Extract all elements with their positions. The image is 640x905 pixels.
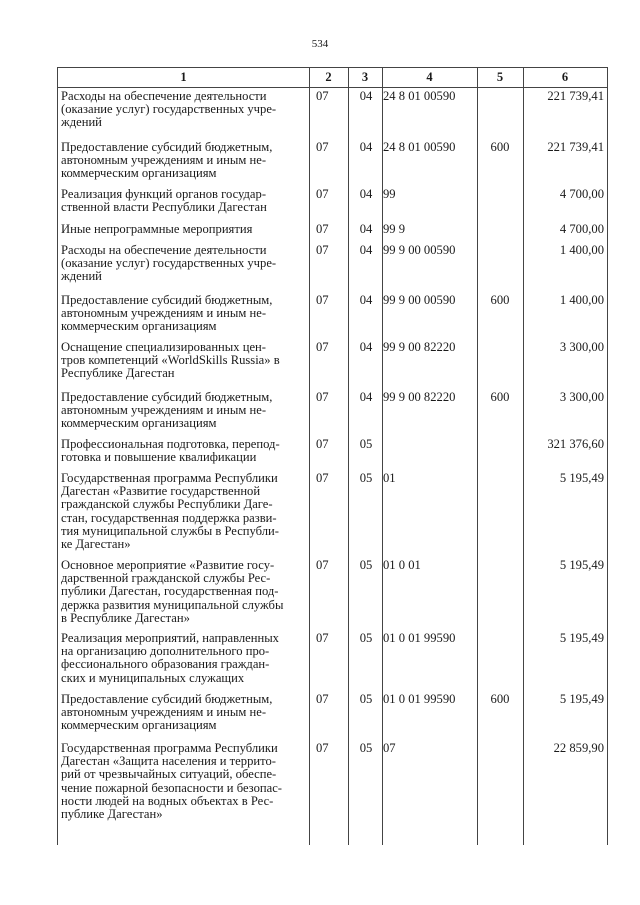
row-name: Реализация функций органов государ- ственной власти Республики Дагестан bbox=[61, 187, 267, 215]
column-divider bbox=[523, 68, 524, 845]
row-name: Государственная программа Республики Дагестан «Защита населения и террито- рий от чрезвычайных ситуаций, обеспе- чение пожарной безопасности и безопас- ности людей на водных объектах в Рес- публике Дагестан» bbox=[61, 741, 282, 822]
page-number: 534 bbox=[311, 38, 329, 50]
row-name: Предоставление субсидий бюджетным, автономным учреждениям и иным не- коммерческим организациям bbox=[61, 692, 273, 733]
row-subsection: 05 bbox=[359, 741, 373, 755]
row-name: Оснащение специализированных цен- тров компетенций «WorldSkills Russia» в Республике Дагестан bbox=[61, 340, 280, 381]
row-amount: 5 195,49 bbox=[559, 471, 604, 485]
row-subsection: 04 bbox=[359, 293, 373, 307]
row-subsection: 05 bbox=[359, 631, 373, 645]
row-target-code: 99 9 00 82220 bbox=[383, 390, 456, 404]
row-section: 07 bbox=[316, 187, 329, 201]
row-name: Расходы на обеспечение деятельности (оказание услуг) государственных учре- ждений bbox=[61, 89, 277, 130]
row-subsection: 05 bbox=[359, 437, 373, 451]
row-target-code: 24 8 01 00590 bbox=[383, 140, 456, 154]
row-name: Иные непрограммные мероприятия bbox=[61, 222, 253, 236]
row-section: 07 bbox=[316, 222, 329, 236]
row-expense-type: 600 bbox=[490, 390, 510, 404]
column-divider bbox=[348, 68, 349, 845]
row-target-code: 99 9 bbox=[383, 222, 406, 236]
table-header bbox=[58, 68, 607, 88]
row-subsection: 04 bbox=[359, 140, 373, 154]
row-subsection: 04 bbox=[359, 89, 373, 103]
row-subsection: 05 bbox=[359, 558, 373, 572]
row-subsection: 04 bbox=[359, 390, 373, 404]
row-name: Основное мероприятие «Развитие госу- дарственной гражданской службы Рес- публики Дагестан, государственная под- держка развития муниципальной службы в Республике Дагестан» bbox=[61, 558, 284, 625]
row-target-code: 99 9 00 82220 bbox=[383, 340, 456, 354]
row-subsection: 04 bbox=[359, 187, 373, 201]
row-subsection: 04 bbox=[359, 243, 373, 257]
row-section: 07 bbox=[316, 437, 329, 451]
row-name: Предоставление субсидий бюджетным, автономным учреждениям и иным не- коммерческим организациям bbox=[61, 293, 273, 334]
column-divider bbox=[309, 68, 310, 845]
row-target-code: 07 bbox=[383, 741, 396, 755]
row-amount: 321 376,60 bbox=[547, 437, 604, 451]
column-header: 2 bbox=[325, 70, 332, 84]
row-expense-type: 600 bbox=[490, 140, 510, 154]
row-subsection: 05 bbox=[359, 471, 373, 485]
row-name: Профессиональная подготовка, перепод- готовка и повышение квалификации bbox=[61, 437, 280, 465]
row-target-code: 99 9 00 00590 bbox=[383, 293, 456, 307]
row-subsection: 05 bbox=[359, 692, 373, 706]
row-section: 07 bbox=[316, 741, 329, 755]
row-amount: 3 300,00 bbox=[559, 390, 604, 404]
row-amount: 5 195,49 bbox=[559, 631, 604, 645]
row-amount: 4 700,00 bbox=[559, 222, 604, 236]
row-amount: 221 739,41 bbox=[547, 89, 604, 103]
row-subsection: 04 bbox=[359, 340, 373, 354]
row-target-code: 99 bbox=[383, 187, 396, 201]
row-section: 07 bbox=[316, 558, 329, 572]
column-divider bbox=[382, 68, 383, 845]
row-section: 07 bbox=[316, 293, 329, 307]
row-amount: 4 700,00 bbox=[559, 187, 604, 201]
column-header: 1 bbox=[180, 70, 187, 84]
row-subsection: 04 bbox=[359, 222, 373, 236]
row-target-code: 01 0 01 99590 bbox=[383, 692, 456, 706]
row-expense-type: 600 bbox=[490, 293, 510, 307]
row-expense-type: 600 bbox=[490, 692, 510, 706]
row-amount: 5 195,49 bbox=[559, 692, 604, 706]
row-section: 07 bbox=[316, 692, 329, 706]
row-target-code: 01 0 01 bbox=[383, 558, 421, 572]
row-section: 07 bbox=[316, 631, 329, 645]
row-name: Реализация мероприятий, направленных на организацию дополнительного про- фессионального образования граждан- ских и муниципальных служащих bbox=[61, 631, 279, 685]
column-header: 6 bbox=[561, 70, 569, 84]
row-section: 07 bbox=[316, 89, 329, 103]
row-amount: 1 400,00 bbox=[559, 243, 604, 257]
row-section: 07 bbox=[316, 140, 329, 154]
row-target-code: 99 9 00 00590 bbox=[383, 243, 456, 257]
row-name: Расходы на обеспечение деятельности (оказание услуг) государственных учре- ждений bbox=[61, 243, 277, 284]
row-target-code: 24 8 01 00590 bbox=[383, 89, 456, 103]
row-amount: 3 300,00 bbox=[559, 340, 604, 354]
budget-table bbox=[57, 67, 608, 845]
row-target-code: 01 0 01 99590 bbox=[383, 631, 456, 645]
row-amount: 1 400,00 bbox=[559, 293, 604, 307]
row-section: 07 bbox=[316, 471, 329, 485]
column-header: 4 bbox=[426, 70, 433, 84]
row-section: 07 bbox=[316, 340, 329, 354]
row-section: 07 bbox=[316, 243, 329, 257]
row-amount: 221 739,41 bbox=[547, 140, 604, 154]
row-section: 07 bbox=[316, 390, 329, 404]
column-header: 3 bbox=[361, 70, 369, 84]
row-name: Государственная программа Республики Дагестан «Развитие государственной гражданской службы Республики Даге- стан, государственная поддержка разви- тия муниципальной службы в Республи- ке Дагестан» bbox=[61, 471, 279, 552]
row-name: Предоставление субсидий бюджетным, автономным учреждениям и иным не- коммерческим организациям bbox=[61, 390, 273, 431]
row-target-code: 01 bbox=[383, 471, 396, 485]
row-amount: 22 859,90 bbox=[553, 741, 604, 755]
row-amount: 5 195,49 bbox=[559, 558, 604, 572]
column-divider bbox=[477, 68, 478, 845]
row-name: Предоставление субсидий бюджетным, автономным учреждениям и иным не- коммерческим организациям bbox=[61, 140, 273, 181]
column-header: 5 bbox=[496, 70, 504, 84]
